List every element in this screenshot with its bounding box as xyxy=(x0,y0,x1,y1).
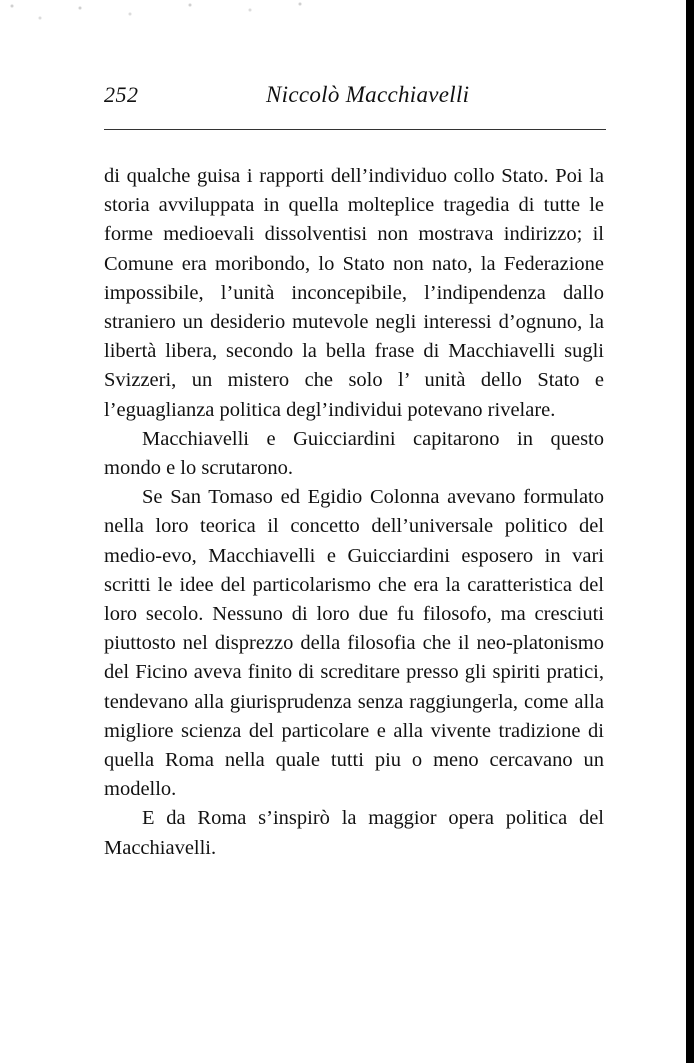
paragraph-4: E da Roma s’inspirò la maggior opera politica del Macchiavelli. xyxy=(104,807,604,859)
running-head xyxy=(104,78,604,118)
body-text xyxy=(104,162,604,863)
scan-speckle xyxy=(0,0,340,44)
page-number: 252 xyxy=(104,82,139,107)
header-rule xyxy=(104,129,606,130)
paragraph-3: Se San Tomaso ed Egidio Colonna avevano formulato nella loro teorica il concetto dell’universale politico del medio-evo, Macchiavelli e Guicciardini esposero in vari scritti le idee del particolarismo che era la caratteristica del loro secolo. Nessuno di loro due fu filosofo, ma cresciuti piuttosto nel disprezzo della filosofia che il neo-platonismo del Ficino aveva finito di screditare presso gli spiriti pratici, tendevano alla giurisprudenza senza raggiungerla, come alla migliore scienza del particolare e alla vivente tradizione di quella Roma nella quale tutti piu o meno cercavano un modello. xyxy=(104,486,604,801)
running-title: Niccolò Macchiavelli xyxy=(266,82,470,107)
paragraph-2: Macchiavelli e Guicciardini capitarono in questo mondo e lo scrutarono. xyxy=(104,427,604,480)
paragraph-1: di qualche guisa i rapporti dell’individuo collo Stato. Poi la storia avviluppata in quella molteplice tragedia di tutte le forme medioevali dissolventisi non mostrava indirizzo; il Comune era moribondo, lo Stato non nato, la Federazione impossibile, l’unità inconcepibile, l’indipendenza dallo straniero un desiderio mutevole negli interessi d’ognuno, la libertà libera, secondo la bella frase di Macchiavelli sugli Svizzeri, un mistero che solo l’ unità dello Stato e l’eguaglianza politica degl’individui potevano rivelare. xyxy=(104,165,604,421)
page-edge-shadow xyxy=(686,0,694,1063)
